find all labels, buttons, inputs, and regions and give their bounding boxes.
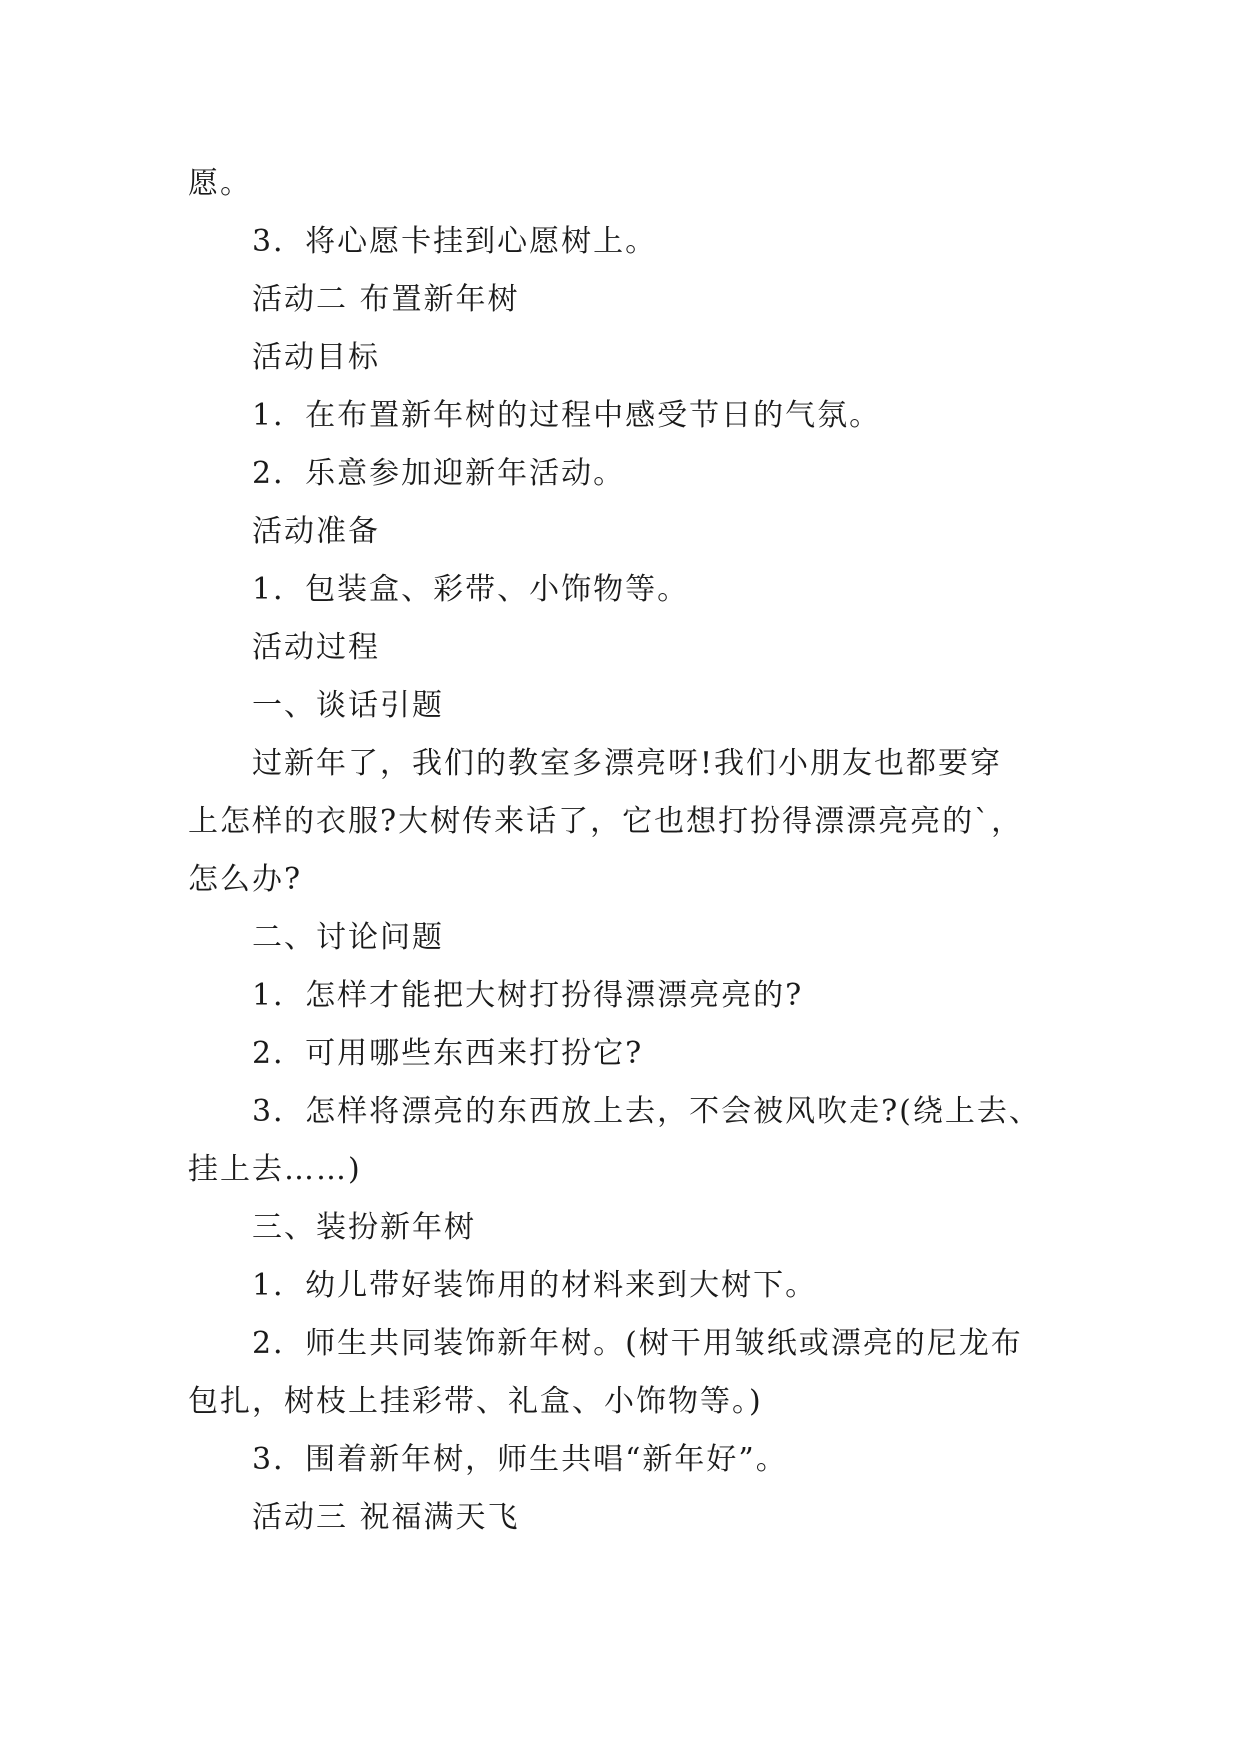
text-line: 愿。 (188, 166, 252, 201)
subsection-heading: 活动目标 (252, 340, 380, 375)
text-line: 3．围着新年树，师生共唱“新年好”。 (252, 1442, 788, 1477)
text-line: 挂上去……) (188, 1152, 362, 1187)
section-heading: 活动三 祝福满天飞 (252, 1500, 520, 1535)
text-line: 1．怎样才能把大树打扮得漂漂亮亮的? (252, 978, 804, 1013)
step-heading: 一、谈话引题 (252, 688, 444, 723)
text-line: 2．师生共同装饰新年树。(树干用皱纸或漂亮的尼龙布 (252, 1326, 1023, 1361)
text-line: 上怎样的衣服?大树传来话了，它也想打扮得漂漂亮亮的`， (188, 804, 1024, 839)
text-line: 过新年了，我们的教室多漂亮呀!我们小朋友也都要穿 (252, 746, 1003, 781)
step-heading: 二、讨论问题 (252, 920, 444, 955)
subsection-heading: 活动准备 (252, 514, 380, 549)
text-line: 1．包装盒、彩带、小饰物等。 (252, 572, 690, 607)
text-line: 3．将心愿卡挂到心愿树上。 (252, 224, 658, 259)
text-line: 1．在布置新年树的过程中感受节日的气氛。 (252, 398, 882, 433)
text-line: 怎么办? (188, 862, 303, 897)
section-heading: 活动二 布置新年树 (252, 282, 520, 317)
text-line: 2．乐意参加迎新年活动。 (252, 456, 626, 491)
text-line: 1．幼儿带好装饰用的材料来到大树下。 (252, 1268, 818, 1303)
step-heading: 三、装扮新年树 (252, 1210, 476, 1245)
subsection-heading: 活动过程 (252, 630, 380, 665)
text-line: 包扎，树枝上挂彩带、礼盒、小饰物等。) (188, 1384, 763, 1419)
text-line: 2．可用哪些东西来打扮它? (252, 1036, 644, 1071)
text-line: 3．怎样将漂亮的东西放上去，不会被风吹走?(绕上去、 (252, 1094, 1041, 1129)
